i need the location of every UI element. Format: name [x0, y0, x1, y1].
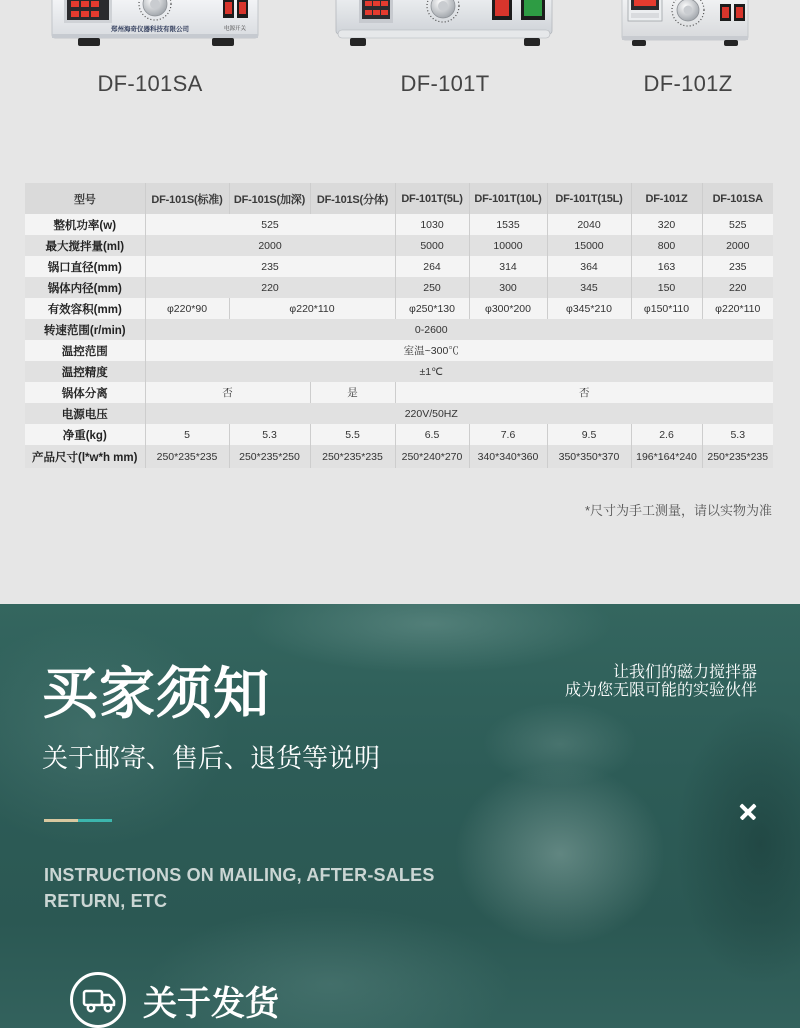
spec-value: 5.3 — [229, 424, 310, 445]
temperature-display — [359, 0, 393, 23]
notice-title: 买家须知 — [42, 662, 270, 725]
device-feet — [632, 40, 738, 46]
row-label: 有效容积(mm) — [47, 303, 122, 316]
spec-value: 264 — [395, 256, 469, 277]
spec-value: 2040 — [547, 214, 631, 235]
table-row — [25, 235, 773, 256]
row-label: 电源电压 — [61, 408, 108, 421]
spec-value: 163 — [631, 256, 702, 277]
row-label: 锅体内径(mm) — [47, 282, 122, 295]
shipping-section-title: 关于发货 — [143, 985, 279, 1023]
product-image-df-101z — [620, 0, 752, 48]
tagline-line-2: 成为您无限可能的实验伙伴 — [564, 682, 757, 699]
spec-value: 否 — [395, 382, 773, 403]
spec-value: 340*340*360 — [469, 445, 547, 468]
spec-value: 室温~300℃ — [145, 340, 773, 361]
spec-value: 300 — [469, 277, 547, 298]
tagline-line-1: 让我们的磁力搅拌器 — [612, 664, 757, 681]
spec-value: 250*240*270 — [395, 445, 469, 468]
spec-value: ±1℃ — [145, 361, 773, 382]
row-label: 净重(kg) — [62, 429, 107, 442]
row-label: 最大搅拌量(ml) — [45, 240, 125, 253]
spec-value: φ220*110 — [229, 298, 395, 319]
heater-switch — [521, 0, 545, 20]
model-header: DF-101SA — [702, 183, 773, 214]
table-row — [25, 382, 773, 403]
spec-value: 250*235*250 — [229, 445, 310, 468]
device-feet — [350, 38, 540, 46]
spec-value: 364 — [547, 256, 631, 277]
spec-value: 196*164*240 — [631, 445, 702, 468]
accent-divider — [44, 819, 112, 822]
product-image-df-101t — [334, 0, 554, 48]
english-heading-line-2: RETURN, ETC — [44, 891, 168, 911]
spec-value: 250 — [395, 277, 469, 298]
spec-value: 7.6 — [469, 424, 547, 445]
model-header: DF-101Z — [631, 183, 702, 214]
row-label: 温控范围 — [61, 345, 108, 358]
table-row — [25, 277, 773, 298]
row-label: 锅体分离 — [61, 387, 108, 400]
device-feet — [78, 38, 234, 46]
model-label-df-101t: DF-101T — [400, 71, 490, 96]
row-label: 温控精度 — [61, 366, 108, 379]
model-header: DF-101S(分体) — [310, 183, 395, 214]
model-label-df-101sa: DF-101SA — [97, 71, 203, 96]
model-header: DF-101S(加深) — [229, 183, 310, 214]
spec-value: φ345*210 — [547, 298, 631, 319]
spec-value: 350*350*370 — [547, 445, 631, 468]
spec-value: 1030 — [395, 214, 469, 235]
buyer-notice-banner — [0, 604, 800, 1028]
model-header: DF-101T(10L) — [469, 183, 547, 214]
table-row — [25, 256, 773, 277]
spec-value: 250*235*235 — [145, 445, 229, 468]
spec-value: 314 — [469, 256, 547, 277]
spec-value: 5000 — [395, 235, 469, 256]
spec-value: φ220*90 — [145, 298, 229, 319]
spec-value: 2.6 — [631, 424, 702, 445]
spec-value: 5 — [145, 424, 229, 445]
spec-table — [25, 183, 773, 468]
product-image-df-101sa — [50, 0, 262, 48]
accent-divider-gold — [44, 819, 78, 822]
model-header: DF-101T(5L) — [395, 183, 469, 214]
table-header-row — [25, 183, 773, 214]
spec-value: 235 — [145, 256, 395, 277]
spec-value: 否 — [145, 382, 310, 403]
model-header: DF-101S(标准) — [145, 183, 229, 214]
table-row — [25, 403, 773, 424]
spec-value: 0-2600 — [145, 319, 773, 340]
spec-value: 235 — [702, 256, 773, 277]
spec-value: 2000 — [702, 235, 773, 256]
spec-value: φ220*110 — [702, 298, 773, 319]
spec-value: 10000 — [469, 235, 547, 256]
row-label: 锅口直径(mm) — [47, 261, 122, 274]
temperature-display — [628, 0, 662, 21]
spec-value: 150 — [631, 277, 702, 298]
table-row — [25, 298, 773, 319]
accent-divider-teal — [78, 819, 112, 822]
measurement-note: *尺寸为手工测量，请以实物为准 — [584, 503, 772, 518]
power-switch — [492, 0, 512, 20]
spec-value: 320 — [631, 214, 702, 235]
notice-subtitle: 关于邮寄、售后、退货等说明 — [42, 743, 381, 773]
spec-value: 250*235*235 — [702, 445, 773, 468]
spec-value: 6.5 — [395, 424, 469, 445]
table-row — [25, 340, 773, 361]
spec-value: 9.5 — [547, 424, 631, 445]
table-row — [25, 214, 773, 235]
table-body — [25, 214, 773, 468]
table-row — [25, 319, 773, 340]
spec-value: φ250*130 — [395, 298, 469, 319]
table-row — [25, 424, 773, 445]
spec-value: 525 — [145, 214, 395, 235]
row-label: 整机功率(w) — [53, 219, 117, 232]
x-mark-icon — [739, 803, 757, 821]
temperature-display — [64, 0, 112, 23]
spec-value: 15000 — [547, 235, 631, 256]
spec-value: φ300*200 — [469, 298, 547, 319]
row-label: 产品尺寸(l*w*h mm) — [32, 451, 138, 464]
spec-value: φ150*110 — [631, 298, 702, 319]
row-label: 转速范围(r/min) — [43, 324, 126, 337]
spec-value: 220 — [702, 277, 773, 298]
spec-value: 1535 — [469, 214, 547, 235]
switch-label: 电源开关 — [223, 26, 247, 32]
table-header — [25, 183, 773, 214]
truck-icon — [70, 972, 126, 1028]
table-row — [25, 445, 773, 468]
spec-value: 220 — [145, 277, 395, 298]
spec-value: 5.5 — [310, 424, 395, 445]
spec-value: 2000 — [145, 235, 395, 256]
model-header: DF-101T(15L) — [547, 183, 631, 214]
spec-value: 5.3 — [702, 424, 773, 445]
spec-value: 525 — [702, 214, 773, 235]
spec-value: 800 — [631, 235, 702, 256]
maker-name: 郑州海奇仪器科技有限公司 — [111, 25, 189, 33]
spec-value: 250*235*235 — [310, 445, 395, 468]
spec-value: 220V/50HZ — [145, 403, 773, 424]
corner-label: 型号 — [73, 193, 96, 206]
model-label-df-101z: DF-101Z — [643, 71, 733, 96]
spec-value: 345 — [547, 277, 631, 298]
table-row — [25, 361, 773, 382]
spec-value: 是 — [310, 382, 395, 403]
english-heading-line-1: INSTRUCTIONS ON MAILING, AFTER-SALES — [44, 865, 435, 885]
